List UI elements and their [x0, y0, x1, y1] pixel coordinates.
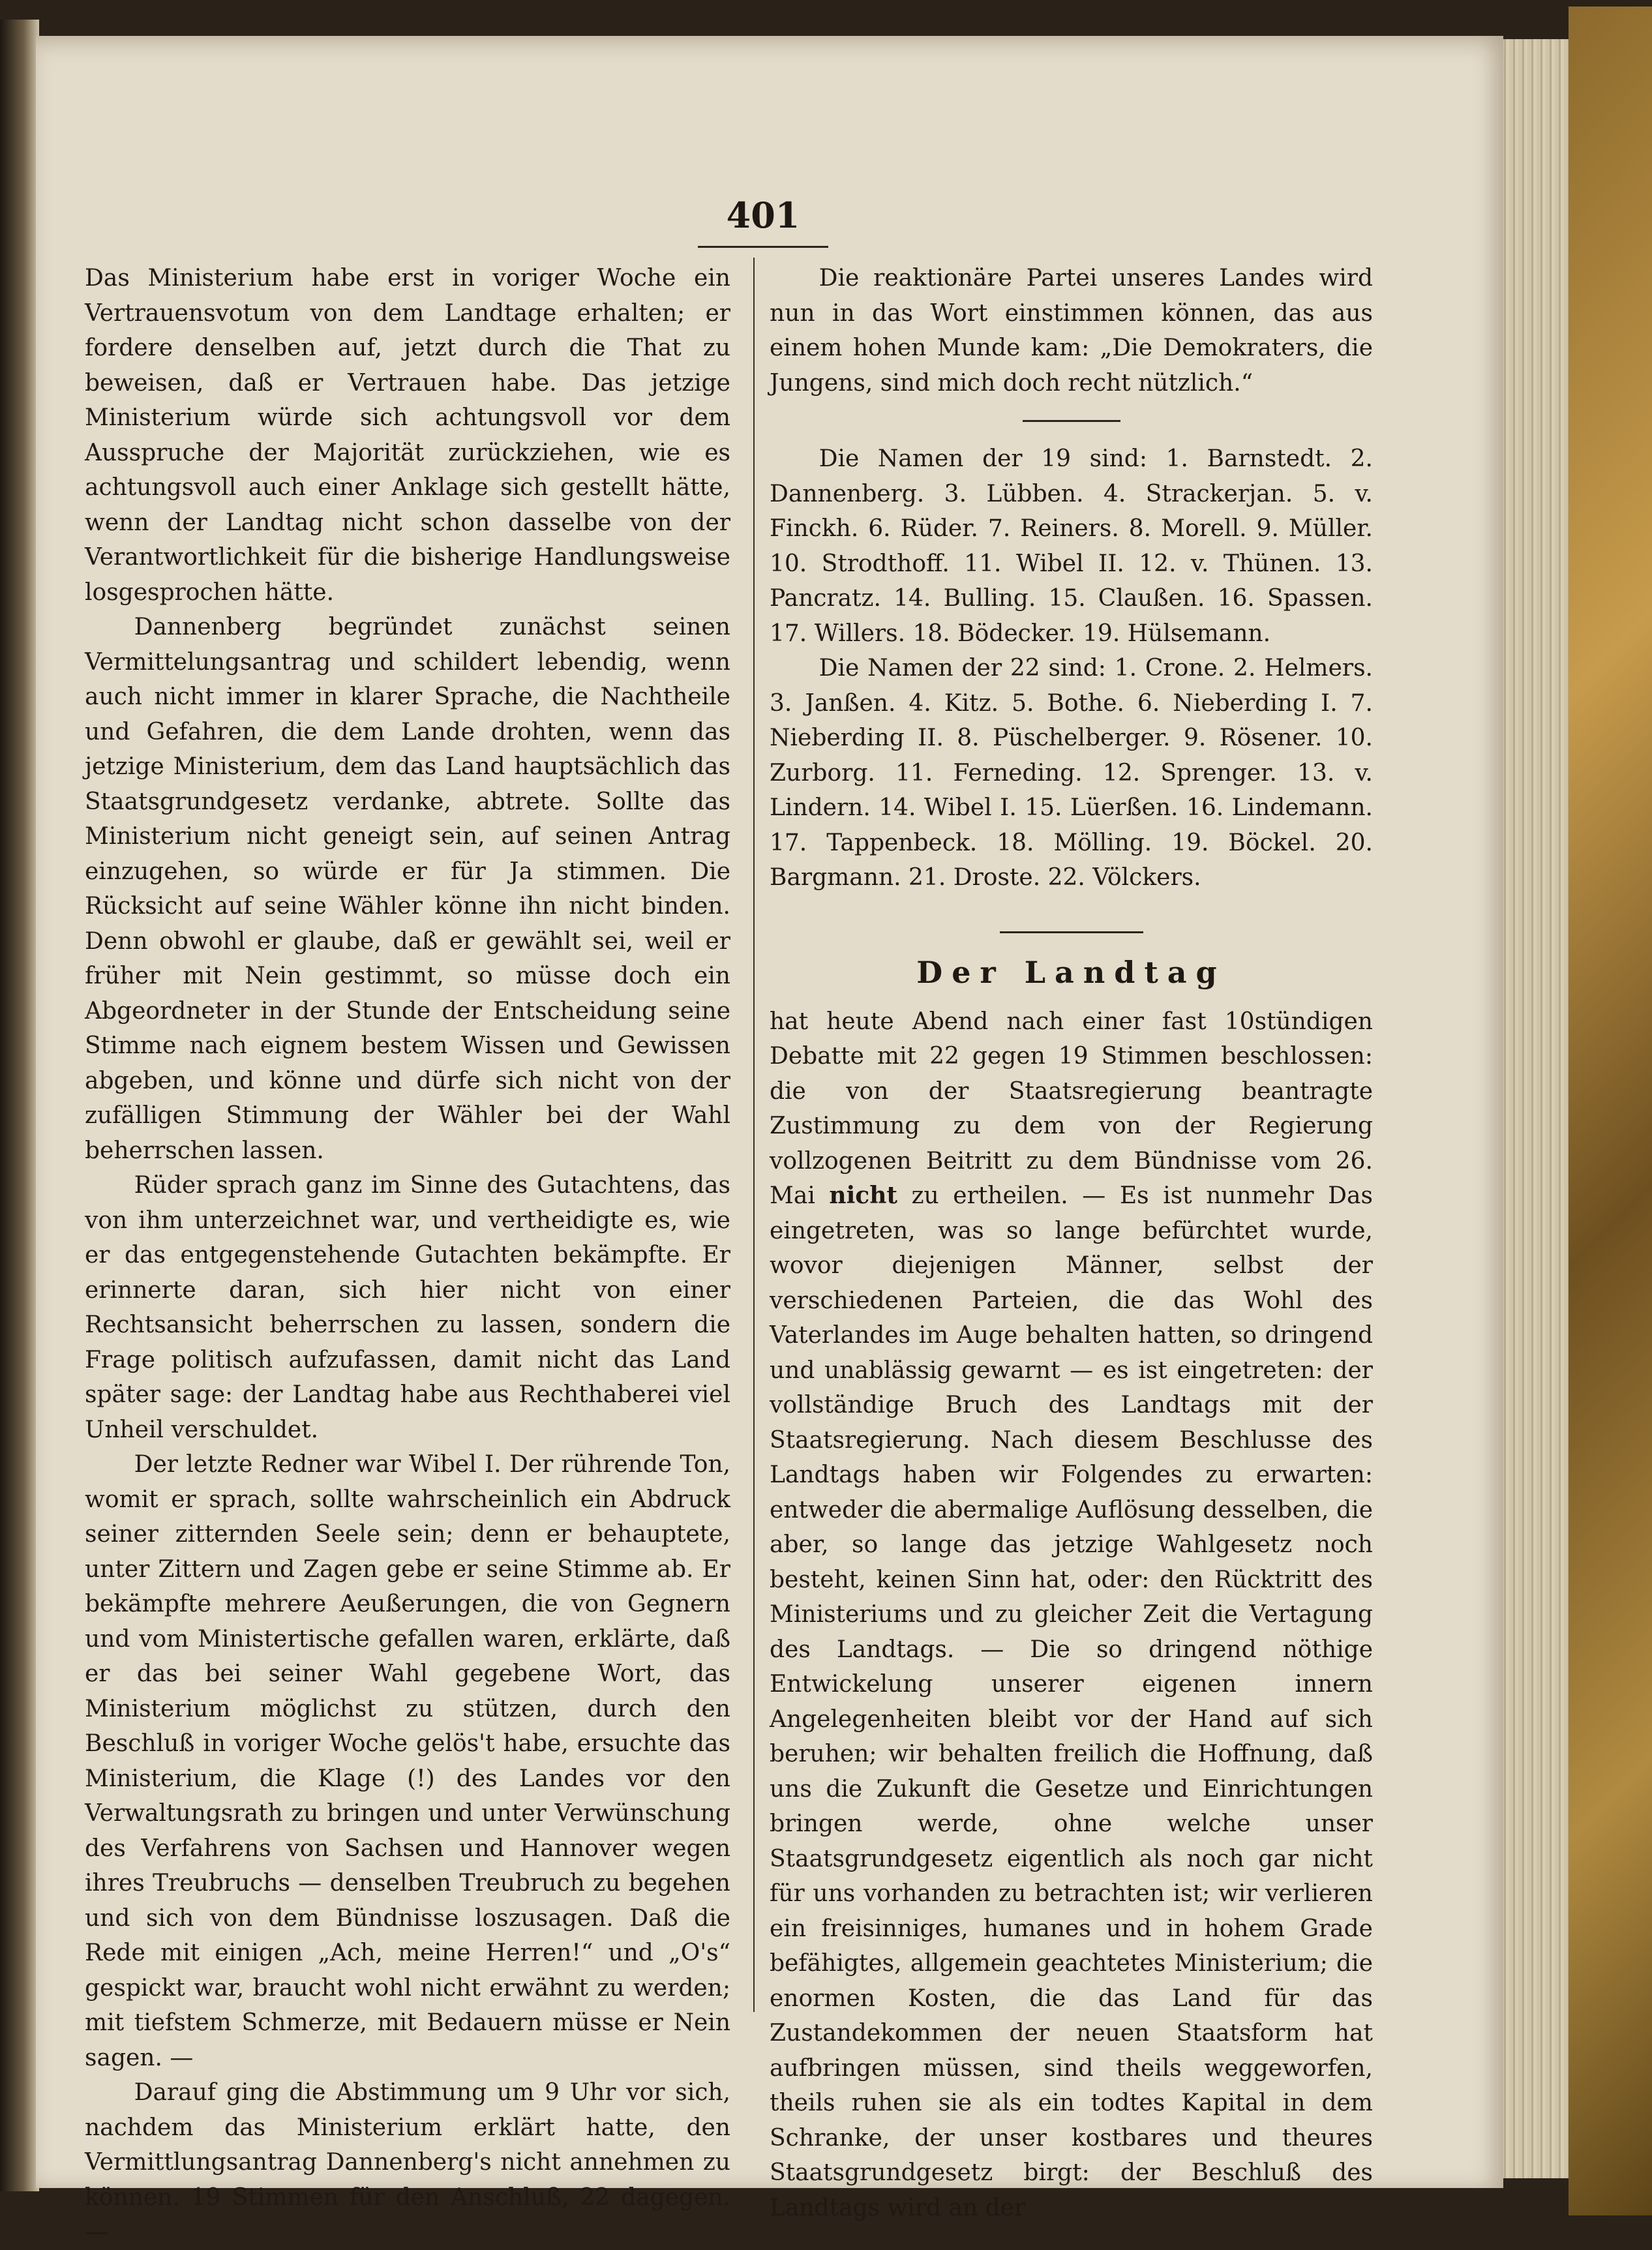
paragraph: Darauf ging die Abstimmung um 9 Uhr vor sich, nachdem das Ministerium erklärt hatte, den Vermittlungsantrag Dannenberg's nicht annehmen zu können. 19 Stimmen für den Anschluß, 22 dagegen. —	[85, 2079, 730, 2245]
book-binding	[0, 20, 39, 2191]
text-run: hat heute Abend nach einer fast 10stündigen Debatte mit 22 gegen 19 Stimmen beschlossen: die von der Staatsregierung beantragte Zustimmung zu dem von der Regierung vollzogenen Beitritt zu dem Bündnisse vom 26. Mai	[770, 1008, 1373, 1209]
book-cover-edge	[1569, 7, 1652, 2215]
names-list-19: Die Namen der 19 sind: 1. Barnstedt. 2. Dannenberg. 3. Lübben. 4. Strackerjan. 5. v. Finckh. 6. Rüder. 7. Reiners. 8. Morell. 9. Müller. 10. Strodthoff. 11. Wibel II. 12. v. Thünen. 13. Pancratz. 14. Bulling. 15. Claußen. 16. Spassen. 17. Willers. 18. Bödecker. 19. Hülsemann.	[770, 445, 1373, 647]
left-column	[85, 261, 730, 2250]
paragraph: Dannenberg begründet zunächst seinen Vermittelungsantrag und schildert lebendig, wenn auch nicht immer in klarer Sprache, die Nachtheile und Gefahren, die dem Lande drohten, wenn das jetzige Ministerium, dem das Land hauptsächlich das Staatsgrundgesetz verdanke, abtrete. Sollte das Ministerium nicht geneigt sein, auf seinen Antrag einzugehen, so würde er für Ja stimmen. Die Rücksicht auf seine Wähler könne ihn nicht binden. Denn obwohl er glaube, daß er gewählt sei, weil er früher mit Nein gestimmt, so müsse doch ein Abgeordneter in der Stunde der Entscheidung seine Stimme nach eignem bestem Wissen und Gewissen abgeben, und könne und dürfe sich nicht von der zufälligen Stimmung der Wähler bei der Wahl beherrschen lassen.	[85, 614, 730, 1164]
names-list-22: Die Namen der 22 sind: 1. Crone. 2. Helmers. 3. Janßen. 4. Kitz. 5. Bothe. 6. Nieberding I. 7. Nieberding II. 8. Püschelberger. 9. Rösener. 10. Zurborg. 11. Ferneding. 12. Sprenger. 13. v. Lindern. 14. Wibel I. 15. Lüerßen. 16. Lindemann. 17. Tappenbeck. 18. Mölling. 19. Böckel. 20. Bargmann. 21. Droste. 22. Völckers.	[770, 655, 1373, 891]
paragraph	[770, 1004, 1373, 2226]
column-divider	[753, 258, 755, 2012]
separator-rule	[1023, 420, 1120, 422]
text-run: zu ertheilen. — Es ist nunmehr Das eingetreten, was so lange befürchtet wurde, wovor diejenigen Männer, selbst der verschiedenen Parteien, die das Wohl des Vaterlandes im Auge behalten hatten, so dringend und unablässig gewarnt — es ist eingetreten: der vollständige Bruch des Landtags mit der Staatsregierung. Nach diesem Beschlusse des Landtags haben wir Folgendes zu erwarten: entweder die abermalige Auflösung desselben, die aber, so lange das jetzige Wahlgesetz noch besteht, keinen Sinn hat, oder: den Rücktritt des Ministeriums und zu gleicher Zeit die Vertagung des Landtags. — Die so dringend nöthige Entwickelung unserer eigenen innern Angelegenheiten bleibt vor der Hand auf sich beruhen; wir behalten freilich die Hoffnung, daß uns die Zukunft die Gesetze und Einrichtungen bringen werde, ohne welche unser Staatsgrundgesetz eigentlich als noch gar nicht für uns vorhanden zu betrachten ist; wir verlieren ein freisinniges, humanes und in hohem Grade befähigtes, allgemein geachtetes Ministerium; die enormen Kosten, die das Land für das Zustandekommen der neuen Staatsform hat aufbringen müssen, sind theils weggeworfen, theils ruhen sie als ein todtes Kapital in dem Schranke, der unser kostbares und theures Staatsgrundgesetz birgt: der Beschluß des Landtags wird an der	[770, 1182, 1373, 2221]
emphasized-word: nicht	[829, 1182, 897, 1209]
page-header	[685, 189, 841, 248]
page-number: 401	[726, 194, 800, 236]
paragraph: Das Ministerium habe erst in voriger Woche ein Vertrauensvotum von dem Landtage erhalten; er fordere denselben auf, jetzt durch die That zu beweisen, daß er Vertrauen habe. Das jetzige Ministerium würde sich achtungsvoll vor dem Ausspruche der Majorität zurückziehen, wie es achtungsvoll auch einer Anklage sich gestellt hätte, wenn der Landtag nicht schon dasselbe von der Verantwortlichkeit für die bisherige Handlungsweise losgesprochen hätte.	[85, 265, 730, 606]
paragraph: Der letzte Redner war Wibel I. Der rührende Ton, womit er sprach, sollte wahrscheinlich ein Abdruck seiner zitternden Seele sein; denn er behauptete, unter Zittern und Zagen gebe er seine Stimme ab. Er bekämpfte mehrere Aeußerungen, die von Gegnern und vom Ministertische gefallen waren, erklärte, daß er das bei seiner Wahl gegebene Wort, das Ministerium möglichst zu stützen, durch den Beschluß in voriger Woche gelös't habe, ersuchte das Ministerium, die Klage (!) des Landes vor den Verwaltungsrath zu bringen und unter Verwünschung des Verfahrens von Sachsen und Hannover wegen ihres Treubruchs — denselben Treubruch zu begehen und sich von dem Bündnisse loszusagen. Daß die Rede mit einigen „Ach, meine Herren!“ und „O's“ gespickt war, braucht wohl nicht erwähnt zu werden; mit tiefstem Schmerze, mit Bedauern müsse er Nein sagen. —	[85, 1451, 730, 2071]
right-column	[770, 261, 1373, 2225]
header-rule	[698, 246, 828, 248]
section-heading: Der Landtag	[916, 954, 1226, 990]
separator-rule	[1000, 931, 1143, 933]
page-edges	[1500, 39, 1572, 2178]
paragraph: Rüder sprach ganz im Sinne des Gutachtens, das von ihm unterzeichnet war, und vertheidigte es, wie er das entgegenstehende Gutachten bekämpfte. Er erinnerte daran, sich hier nicht von einer Rechtsansicht beherrschen zu lassen, sondern die Frage politisch aufzufassen, damit nicht das Land später sage: der Landtag habe aus Rechthaberei viel Unheil verschuldet.	[85, 1172, 730, 1443]
paragraph: Die reaktionäre Partei unseres Landes wird nun in das Wort einstimmen können, das aus einem hohen Munde kam: „Die Demokraters, die Jungens, sind mich doch recht nützlich.“	[770, 265, 1373, 397]
